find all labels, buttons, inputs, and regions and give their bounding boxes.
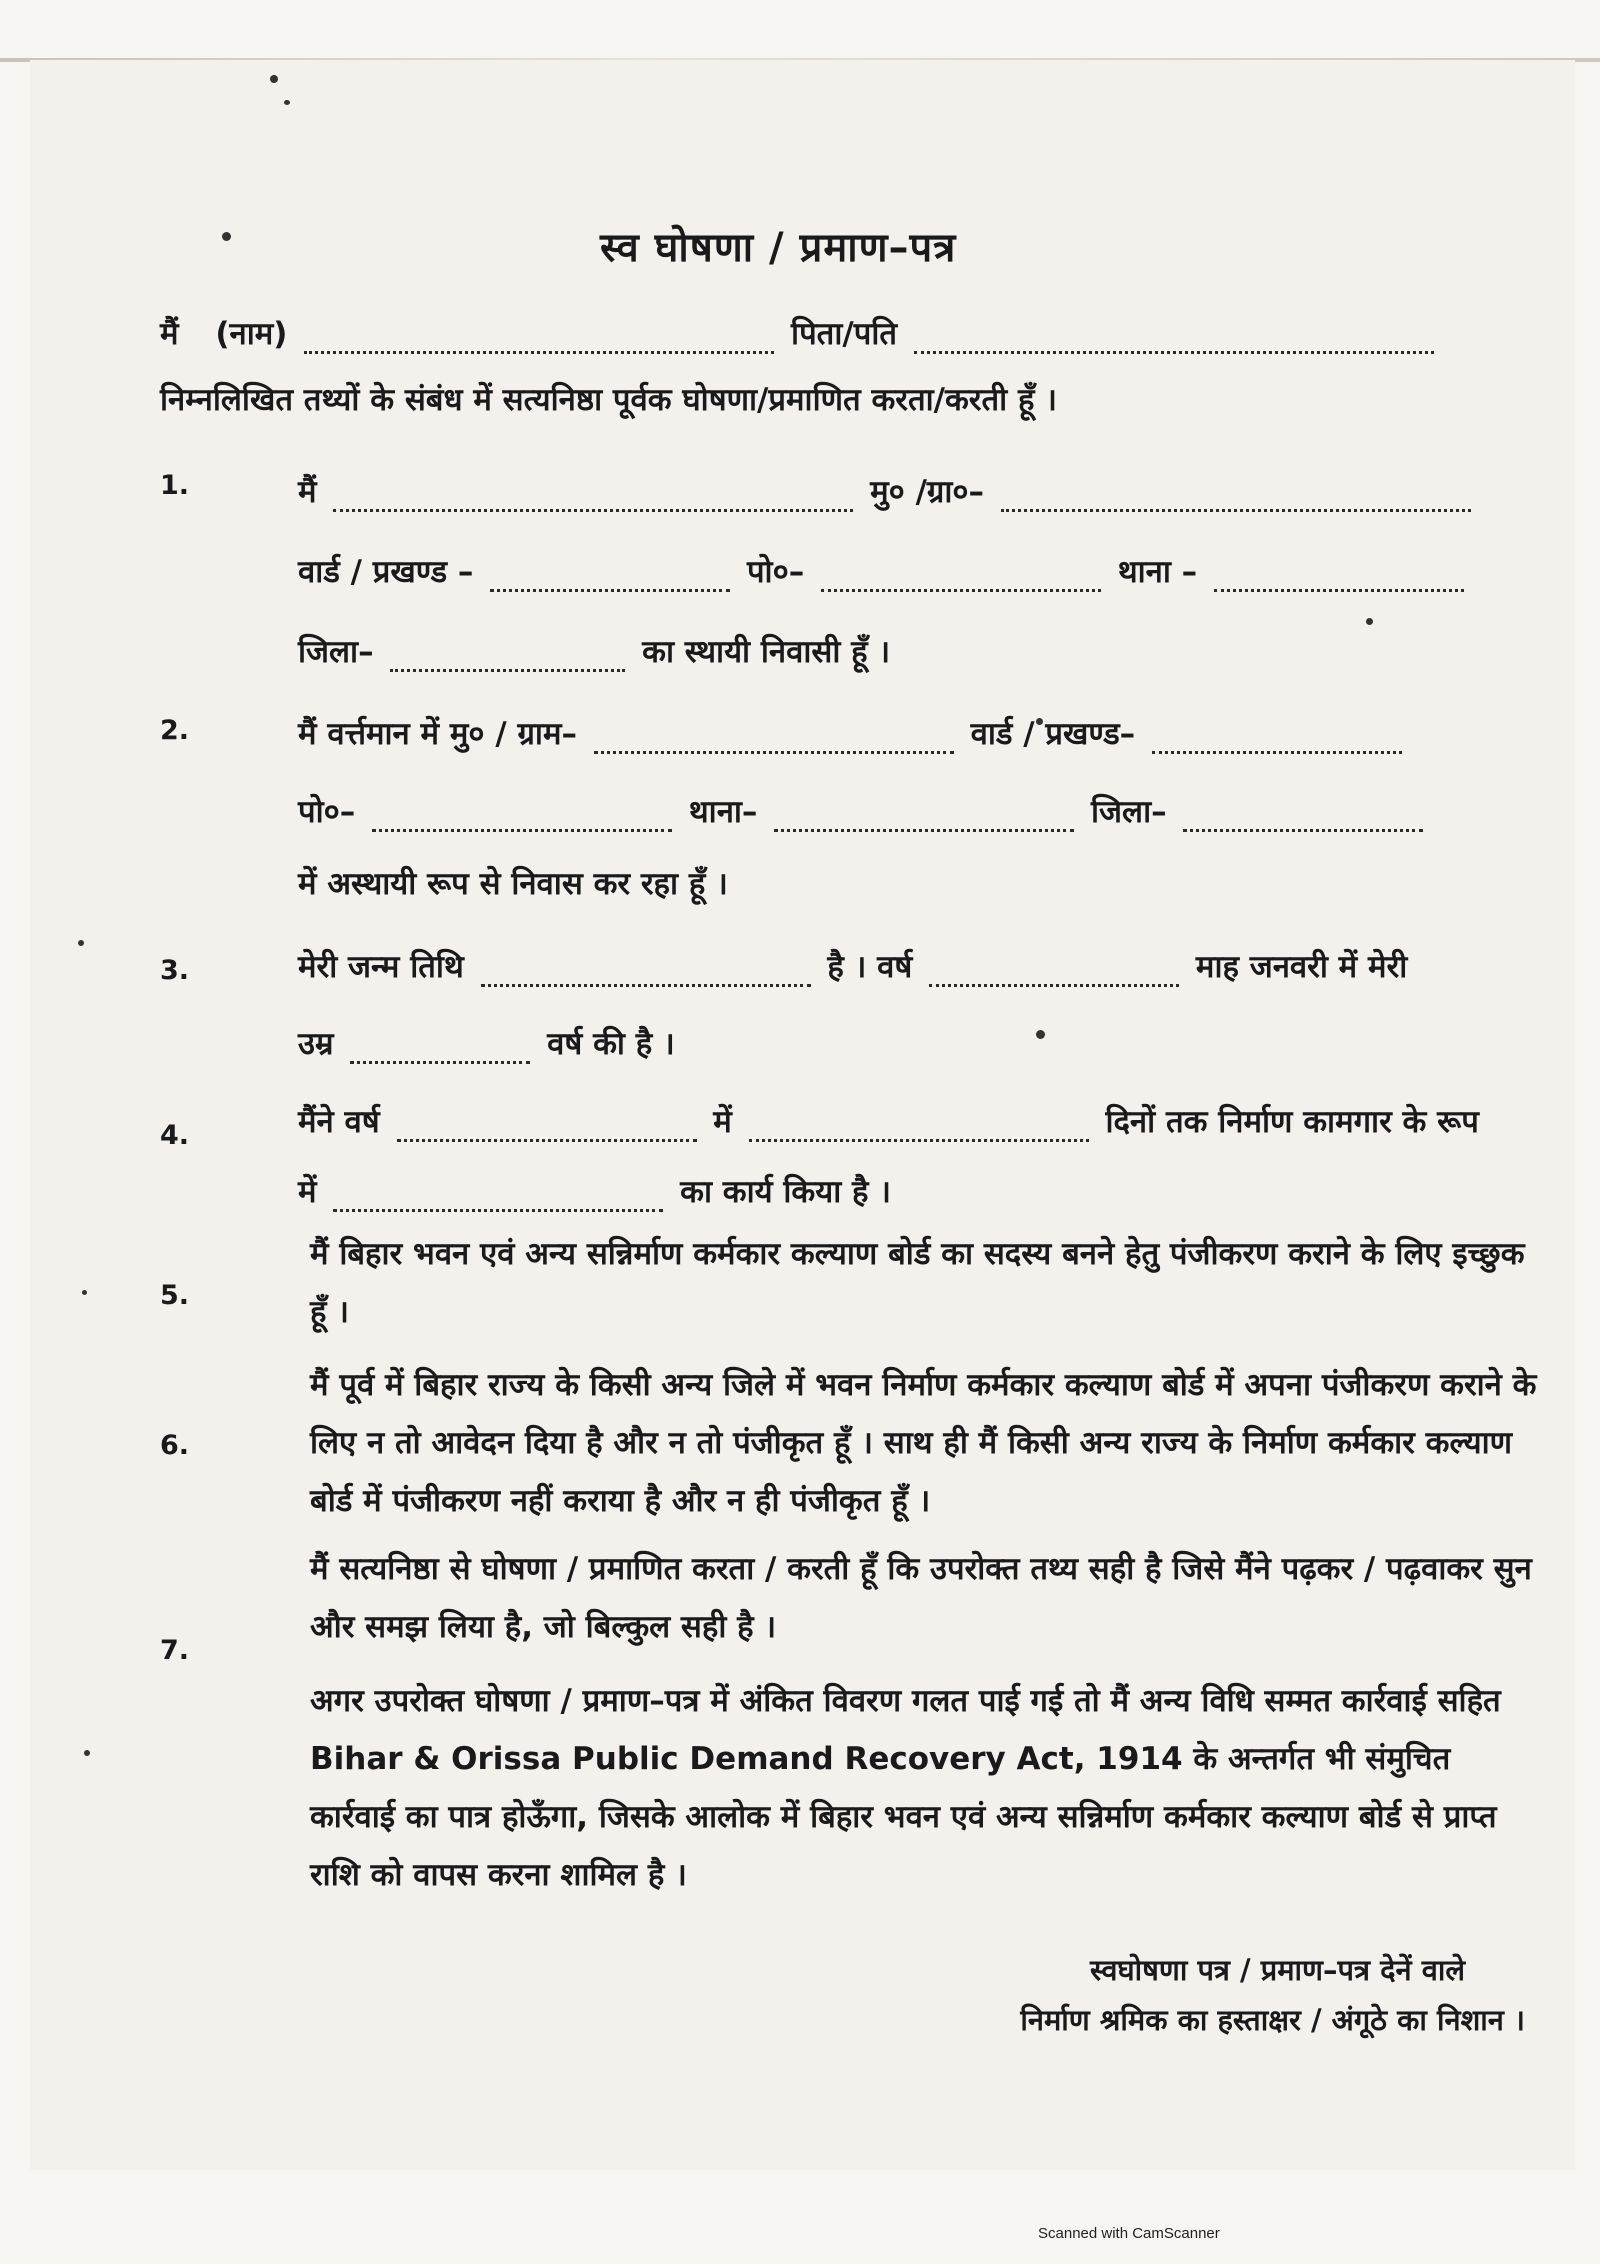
item3-age-label: उम्र [298,1026,334,1062]
item1-resident-text: का स्थायी निवासी हूँ । [642,634,891,670]
item4-days-field[interactable] [749,1117,1089,1142]
page-title: स्व घोषणा / प्रमाण–पत्र [600,225,957,271]
item2-district-field[interactable] [1183,807,1423,832]
item3-line-2 [298,1022,675,1064]
item1-village-label: मु० /ग्रा०– [870,474,985,510]
intro-main: मैं [160,316,179,352]
scan-speck [84,1750,90,1756]
item2-line-3: में अस्थायी रूप से निवास कर रहा हूँ । [298,866,728,902]
item2-post-label: पो०– [298,794,356,830]
item2-line-1 [298,712,1408,754]
item1-district-field[interactable] [390,647,625,672]
intro-name-label: (नाम) [215,316,288,352]
item2-post-field[interactable] [372,807,672,832]
intro-line-1 [160,312,1440,354]
item1-district-label: जिला– [298,634,374,670]
signature-line-2: निर्माण श्रमिक का हस्ताक्षर / अंगूठे का निशान । [1020,2003,1525,2037]
item2-current-label: मैं वर्त्तमान में मु० / ग्राम– [298,716,577,752]
scan-speck [284,100,290,105]
item1-ward-label: वार्ड / प्रखण्ड – [298,554,474,590]
item1-line-3 [298,630,890,672]
item2-thana-label: थाना– [688,794,758,830]
item4-year-field[interactable] [397,1117,697,1142]
item1-main: मैं [298,474,317,510]
item3-line-1 [298,945,1407,987]
scanner-watermark: Scanned with CamScanner [1038,2225,1220,2242]
item2-thana-field[interactable] [774,807,1074,832]
scan-speck [222,232,231,241]
item3-dob-field[interactable] [481,962,811,987]
item4-line-1 [298,1100,1479,1142]
item2-ward-label: वार्ड / प्रखण्ड– [970,716,1136,752]
item-number: 3. [160,955,190,986]
item-number: 7. [160,1635,190,1666]
item-number: 1. [160,470,190,501]
item7-text-b: अगर उपरोक्त घोषणा / प्रमाण–पत्र में अंकित विवरण गलत पाई गई तो मैं अन्य विधि सम्मत कार्रवाई सहित Bihar & Orissa Public Demand Recovery Act, 1914 के अन्तर्गत भी संमुचित कार्रवाई का पात्र होऊँगा, जिसके आलोक में बिहार भवन एवं अन्य सन्निर्माण कर्मकार कल्याण बोर्ड से प्राप्त राशि को वापस करना शामिल है । [310,1683,1501,1893]
item4-days-text: दिनों तक निर्माण कामगार के रूप [1105,1104,1479,1140]
item1-line-1 [298,470,1477,512]
item1-post-label: पो०– [746,554,805,590]
item3-year-label: है । वर्ष [827,949,913,985]
item4-in-label: में [713,1104,732,1140]
item2-village-field[interactable] [594,729,954,754]
item3-dob-label: मेरी जन्म तिथि [298,949,464,985]
item3-month-text: माह जनवरी में मेरी [1195,949,1408,985]
father-husband-label: पिता/पति [791,316,898,352]
item3-year-field[interactable] [929,962,1179,987]
item4-in-label-2: में [298,1174,317,1210]
item4-work-text: का कार्य किया है । [680,1174,892,1210]
item-number: 2. [160,715,190,746]
item6-text: मैं पूर्व में बिहार राज्य के किसी अन्य जिले में भवन निर्माण कर्मकार कल्याण बोर्ड में अपना पंजीकरण कराने के लिए न तो आवेदन दिया है और न तो पंजीकृत हूँ । साथ ही मैं किसी अन्य राज्य के निर्माण कर्मकार कल्याण बोर्ड में पंजीकरण नहीं कराया है और न ही पंजीकृत हूँ । [310,1367,1537,1519]
item1-post-field[interactable] [821,567,1101,592]
item7-text-a: मैं सत्यनिष्ठा से घोषणा / प्रमाणित करता / करती हूँ कि उपरोक्त तथ्य सही है जिसे मैंने पढ़कर / पढ़वाकर सुन और समझ लिया है, जो बिल्कुल सही है । [310,1551,1532,1645]
name-field[interactable] [304,329,774,354]
item3-age-suffix: वर्ष की है । [547,1026,675,1062]
item5-text: मैं बिहार भवन एवं अन्य सन्निर्माण कर्मकार कल्याण बोर्ड का सदस्य बनने हेतु पंजीकरण कराने के लिए इच्छुक हूँ । [310,1236,1525,1330]
scan-speck [1366,618,1373,625]
item1-thana-label: थाना – [1117,554,1198,590]
scan-speck [78,940,84,946]
item1-ward-field[interactable] [490,567,730,592]
item4-work-field[interactable] [333,1187,663,1212]
scan-speck [82,1290,87,1295]
item2-line-2 [298,790,1429,832]
intro-line-2: निम्नलिखित तथ्यों के संबंध में सत्यनिष्ठा पूर्वक घोषणा/प्रमाणित करता/करती हूँ । [160,382,1057,418]
item2-ward-field[interactable] [1152,729,1402,754]
item4-line-2 [298,1170,891,1212]
item1-thana-field[interactable] [1214,567,1464,592]
scan-speck [1036,1030,1045,1039]
item4-year-label: मैंने वर्ष [298,1104,380,1140]
item-number: 6. [160,1430,190,1461]
item1-name-field[interactable] [333,487,853,512]
signature-line-1: स्वघोषणा पत्र / प्रमाण–पत्र देनें वाले [1090,1953,1465,1987]
item-number: 4. [160,1120,190,1151]
scan-speck [270,75,278,83]
item1-line-2 [298,550,1470,592]
item2-district-label: जिला– [1091,794,1167,830]
item1-village-field[interactable] [1001,487,1471,512]
father-husband-field[interactable] [914,329,1434,354]
item3-age-field[interactable] [350,1039,530,1064]
item-number: 5. [160,1280,190,1311]
